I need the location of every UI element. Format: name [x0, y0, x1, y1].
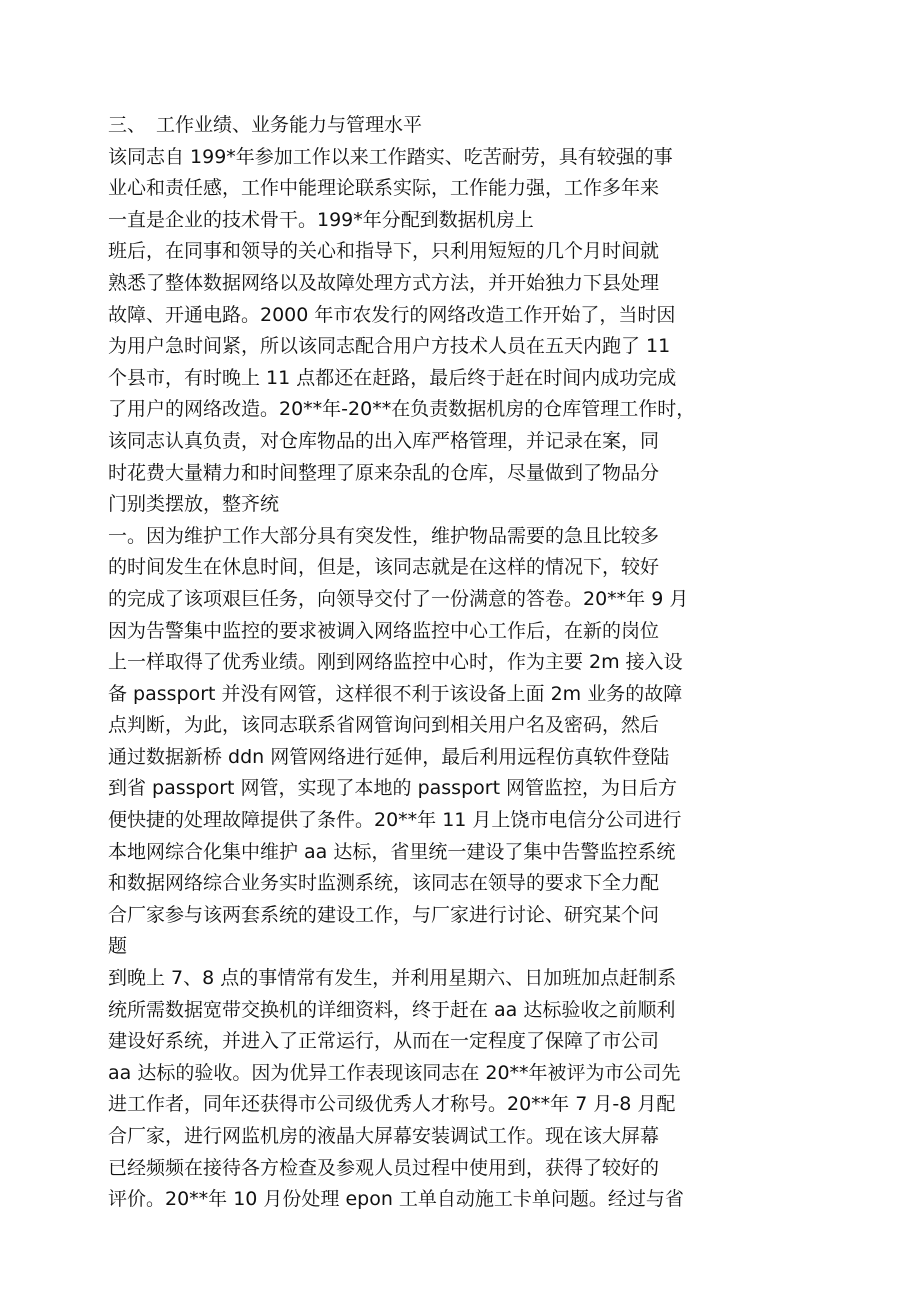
paragraph-line: 统所需数据宽带交换机的详细资料，终于赶在 aa 达标验收之前顺利 — [108, 998, 676, 1021]
paragraph-line: 备 passport 并没有网管，这样很不利于该设备上面 2m 业务的故障 — [108, 682, 683, 705]
paragraph-line: 班后，在同事和领导的关心和指导下，只利用短短的几个月时间就 — [108, 240, 660, 263]
paragraph-line: 的完成了该项艰巨任务，向领导交付了一份满意的答卷。20**年 9 月 — [108, 587, 689, 610]
paragraph-line: 和数据网络综合业务实时监测系统，该同志在领导的要求下全力配 — [108, 872, 660, 895]
paragraph-line: 时花费大量精力和时间整理了原来杂乱的仓库，尽量做到了物品分 — [108, 461, 660, 484]
paragraph-line: 点判断，为此，该同志联系省网管询问到相关用户名及密码，然后 — [108, 714, 660, 737]
document-body — [108, 110, 828, 1216]
paragraph-line: 一。因为维护工作大部分具有突发性，维护物品需要的急且比较多 — [108, 524, 660, 547]
paragraph-line: 便快捷的处理故障提供了条件。20**年 11 月上饶市电信分公司进行 — [108, 809, 682, 832]
paragraph-line: 题 — [108, 935, 128, 958]
paragraph-line: 因为告警集中监控的要求被调入网络监控中心工作后，在新的岗位 — [108, 619, 660, 642]
paragraph-line: 门别类摆放，整齐统 — [108, 493, 280, 516]
paragraph-line: 合厂家，进行网监机房的液晶大屏幕安装调试工作。现在该大屏幕 — [108, 1125, 660, 1147]
paragraph-line: 上一样取得了优秀业绩。刚到网络监控中心时，作为主要 2m 接入设 — [108, 651, 683, 674]
paragraph-line: 通过数据新桥 ddn 网管网络进行延伸，最后利用远程仿真软件登陆 — [108, 745, 670, 768]
paragraph-line: 一直是企业的技术骨干。199*年分配到数据机房上 — [108, 208, 534, 231]
section-number: 三、 — [108, 114, 147, 136]
paragraph-line: 到晚上 7、8 点的事情常有发生，并利用星期六、日加班加点赶制系 — [108, 967, 677, 990]
paragraph-line: 进工作者，同年还获得市公司级优秀人才称号。20**年 7 月-8 月配 — [108, 1093, 676, 1116]
paragraph-line: aa 达标的验收。因为优异工作表现该同志在 20**年被评为市公司先 — [108, 1061, 681, 1084]
paragraph-line: 评价。20**年 10 月份处理 epon 工单自动施工卡单问题。经过与省 — [108, 1188, 684, 1211]
paragraph-line: 为用户急时间紧，所以该同志配合用户方技术人员在五天内跑了 11 — [108, 335, 671, 358]
paragraph-line: 已经频频在接待各方检查及参观人员过程中使用到，获得了较好的 — [108, 1156, 660, 1179]
paragraph-line: 个县市，有时晚上 11 点都还在赶路，最后终于赶在时间内成功完成 — [108, 366, 677, 389]
paragraph-line: 故障、开通电路。2000 年市农发行的网络改造工作开始了，当时因 — [108, 303, 676, 326]
paragraph-line: 合厂家参与该两套系统的建设工作，与厂家进行讨论、研究某个问 — [108, 903, 660, 926]
section-heading — [108, 110, 828, 142]
paragraph-line: 到省 passport 网管，实现了本地的 passport 网管监控，为日后方 — [108, 777, 678, 800]
paragraph-line: 该同志认真负责，对仓库物品的出入库严格管理，并记录在案，同 — [108, 429, 660, 452]
paragraph-line: 建设好系统，并进入了正常运行，从而在一定程度了保障了市公司 — [108, 1030, 660, 1053]
paragraph-line: 熟悉了整体数据网络以及故障处理方式方法，并开始独力下县处理 — [108, 271, 660, 294]
paragraph-line: 本地网综合化集中维护 aa 达标，省里统一建设了集中告警监控系统 — [108, 840, 676, 863]
section-title: 工作业绩、业务能力与管理水平 — [156, 114, 423, 136]
paragraph-line: 业心和责任感，工作中能理论联系实际，工作能力强，工作多年来 — [108, 177, 660, 200]
paragraph-line: 了用户的网络改造。20**年-20**在负责数据机房的仓库管理工作时， — [108, 398, 696, 421]
paragraph-line: 的时间发生在休息时间，但是，该同志就是在这样的情况下，较好 — [108, 556, 660, 579]
paragraph-line: 该同志自 199*年参加工作以来工作踏实、吃苦耐劳，具有较强的事 — [108, 145, 673, 168]
